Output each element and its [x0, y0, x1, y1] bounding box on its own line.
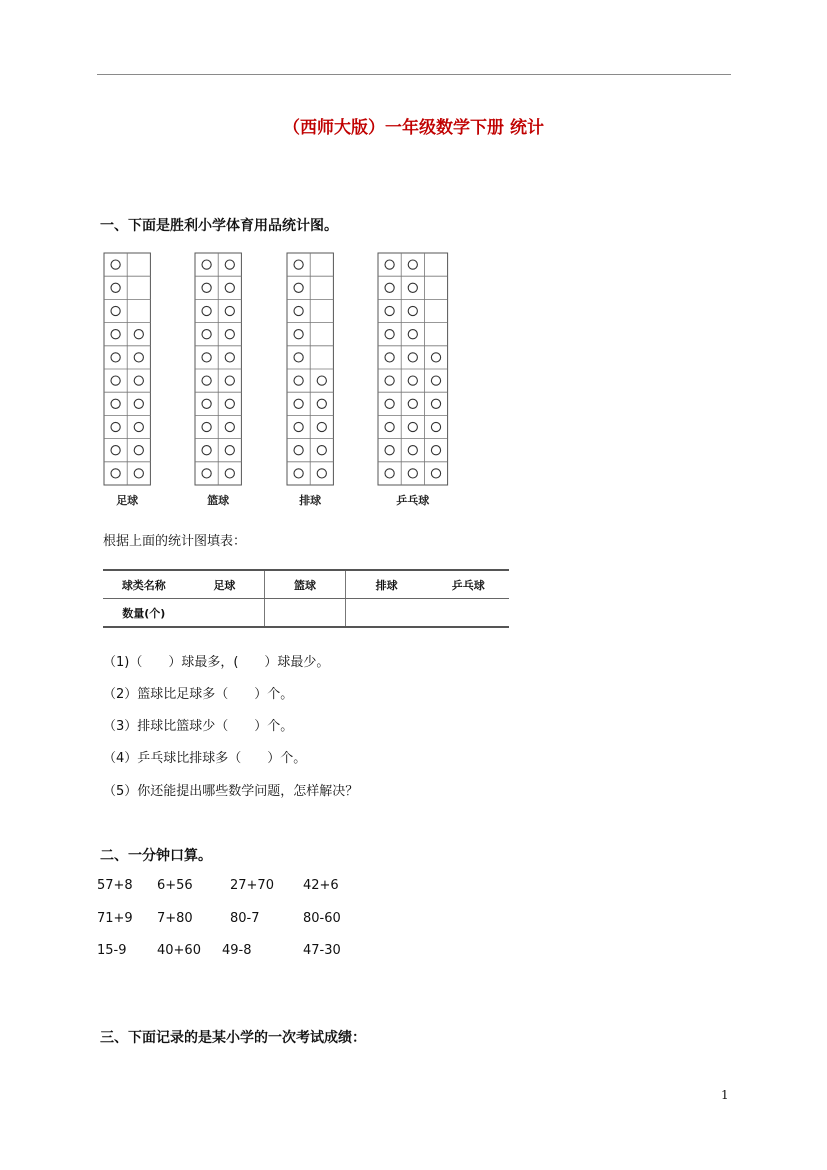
question-2: （2）篮球比足球多（ ）个。	[103, 687, 294, 702]
category-label: 篮球	[207, 494, 230, 507]
ball-circle-icon	[385, 422, 394, 431]
ball-circle-icon	[202, 283, 211, 292]
section3-heading: 三、下面记录的是某小学的一次考试成绩：	[100, 1030, 366, 1046]
ball-circle-icon	[408, 422, 417, 431]
ball-circle-icon	[317, 469, 326, 478]
ball-circle-icon	[385, 469, 394, 478]
ball-circle-icon	[385, 376, 394, 385]
category-label: 排球	[299, 494, 322, 507]
ball-circle-icon	[225, 469, 234, 478]
ball-circle-icon	[408, 306, 417, 315]
ball-circle-icon	[317, 422, 326, 431]
ball-circle-icon	[134, 469, 143, 478]
ball-circle-icon	[294, 399, 303, 408]
ball-circle-icon	[294, 422, 303, 431]
ball-circle-icon	[385, 399, 394, 408]
ball-circle-icon	[202, 376, 211, 385]
ball-circle-icon	[408, 469, 417, 478]
ball-circle-icon	[294, 260, 303, 269]
calc-problem: 71+9	[97, 911, 133, 926]
ball-circle-icon	[202, 330, 211, 339]
ball-circle-icon	[317, 446, 326, 455]
calc-problem: 6+56	[157, 878, 193, 893]
ball-circle-icon	[385, 330, 394, 339]
ball-circle-icon	[111, 399, 120, 408]
table-cell-basketball[interactable]	[265, 599, 346, 628]
section1-heading: 一、下面是胜利小学体育用品统计图。	[100, 218, 338, 234]
ball-circle-icon	[225, 306, 234, 315]
ball-circle-icon	[385, 260, 394, 269]
category-label: 足球	[116, 494, 139, 507]
question-4: （4）乒乓球比排球多（ ）个。	[103, 751, 307, 766]
ball-circle-icon	[202, 260, 211, 269]
calc-problem: 80-7	[230, 911, 260, 926]
ball-circle-icon	[111, 422, 120, 431]
ball-circle-icon	[294, 376, 303, 385]
ball-circle-icon	[408, 260, 417, 269]
ball-circle-icon	[225, 422, 234, 431]
calc-problem: 49-8	[222, 943, 252, 958]
ball-circle-icon	[111, 376, 120, 385]
page-title: （西师大版）一年级数学下册 统计	[283, 118, 544, 138]
ball-circle-icon	[202, 446, 211, 455]
ball-circle-icon	[111, 353, 120, 362]
calc-problem: 57+8	[97, 878, 133, 893]
table-cell-volleyball[interactable]	[345, 599, 427, 628]
ball-circle-icon	[408, 446, 417, 455]
question-1: （1)（ ）球最多，( ）球最少。	[103, 655, 330, 670]
calc-problem: 42+6	[303, 878, 339, 893]
count-table	[103, 569, 509, 628]
ball-circle-icon	[134, 399, 143, 408]
ball-circle-icon	[111, 260, 120, 269]
section2-heading: 二、一分钟口算。	[100, 848, 212, 864]
ball-circle-icon	[294, 306, 303, 315]
table-cell-pingpong[interactable]	[427, 599, 509, 628]
ball-circle-icon	[225, 330, 234, 339]
ball-circle-icon	[225, 260, 234, 269]
ball-circle-icon	[134, 376, 143, 385]
ball-circle-icon	[202, 306, 211, 315]
question-5: （5）你还能提出哪些数学问题，怎样解决？	[103, 784, 359, 799]
ball-circle-icon	[385, 353, 394, 362]
calc-problem: 7+80	[157, 911, 193, 926]
table-header-volleyball: 排球	[345, 570, 427, 599]
ball-circle-icon	[317, 376, 326, 385]
ball-circle-icon	[111, 446, 120, 455]
category-label: 乒乓球	[396, 494, 430, 507]
ball-circle-icon	[408, 283, 417, 292]
ball-circle-icon	[294, 353, 303, 362]
ball-circle-icon	[431, 376, 440, 385]
calc-problem: 80-60	[303, 911, 341, 926]
ball-circle-icon	[225, 353, 234, 362]
table-cell-football[interactable]	[185, 599, 265, 628]
calc-problem: 15-9	[97, 943, 127, 958]
ball-circle-icon	[431, 422, 440, 431]
ball-circle-icon	[134, 353, 143, 362]
ball-circle-icon	[134, 422, 143, 431]
ball-circle-icon	[408, 399, 417, 408]
ball-circle-icon	[111, 330, 120, 339]
ball-circle-icon	[408, 330, 417, 339]
fill-instruction: 根据上面的统计图填表：	[103, 534, 247, 549]
ball-circle-icon	[225, 376, 234, 385]
table-header-name: 球类名称	[103, 570, 185, 599]
page-number: 1	[721, 1088, 729, 1102]
ball-circle-icon	[431, 399, 440, 408]
ball-circle-icon	[134, 446, 143, 455]
ball-circle-icon	[225, 283, 234, 292]
table-header-pingpong: 乒乓球	[427, 570, 509, 599]
ball-circle-icon	[294, 469, 303, 478]
ball-circle-icon	[111, 283, 120, 292]
ball-circle-icon	[294, 446, 303, 455]
calc-problem: 27+70	[230, 878, 274, 893]
table-header-football: 足球	[185, 570, 265, 599]
ball-circle-icon	[202, 469, 211, 478]
ball-circle-icon	[294, 283, 303, 292]
ball-circle-icon	[408, 376, 417, 385]
ball-circle-icon	[385, 446, 394, 455]
ball-circle-icon	[385, 306, 394, 315]
ball-circle-icon	[294, 330, 303, 339]
ball-circle-icon	[431, 353, 440, 362]
ball-circle-icon	[317, 399, 326, 408]
table-header-basketball: 篮球	[265, 570, 346, 599]
ball-circle-icon	[431, 469, 440, 478]
ball-circle-icon	[385, 283, 394, 292]
ball-circle-icon	[202, 399, 211, 408]
ball-circle-icon	[202, 422, 211, 431]
question-3: （3）排球比篮球少（ ）个。	[103, 719, 294, 734]
ball-circle-icon	[111, 306, 120, 315]
ball-circle-icon	[225, 399, 234, 408]
ball-circle-icon	[225, 446, 234, 455]
calc-problem: 40+60	[157, 943, 201, 958]
ball-circle-icon	[408, 353, 417, 362]
table-row-label: 数量(个)	[103, 599, 185, 628]
calc-problem: 47-30	[303, 943, 341, 958]
ball-circle-icon	[431, 446, 440, 455]
ball-circle-icon	[134, 330, 143, 339]
ball-circle-icon	[111, 469, 120, 478]
ball-circle-icon	[202, 353, 211, 362]
